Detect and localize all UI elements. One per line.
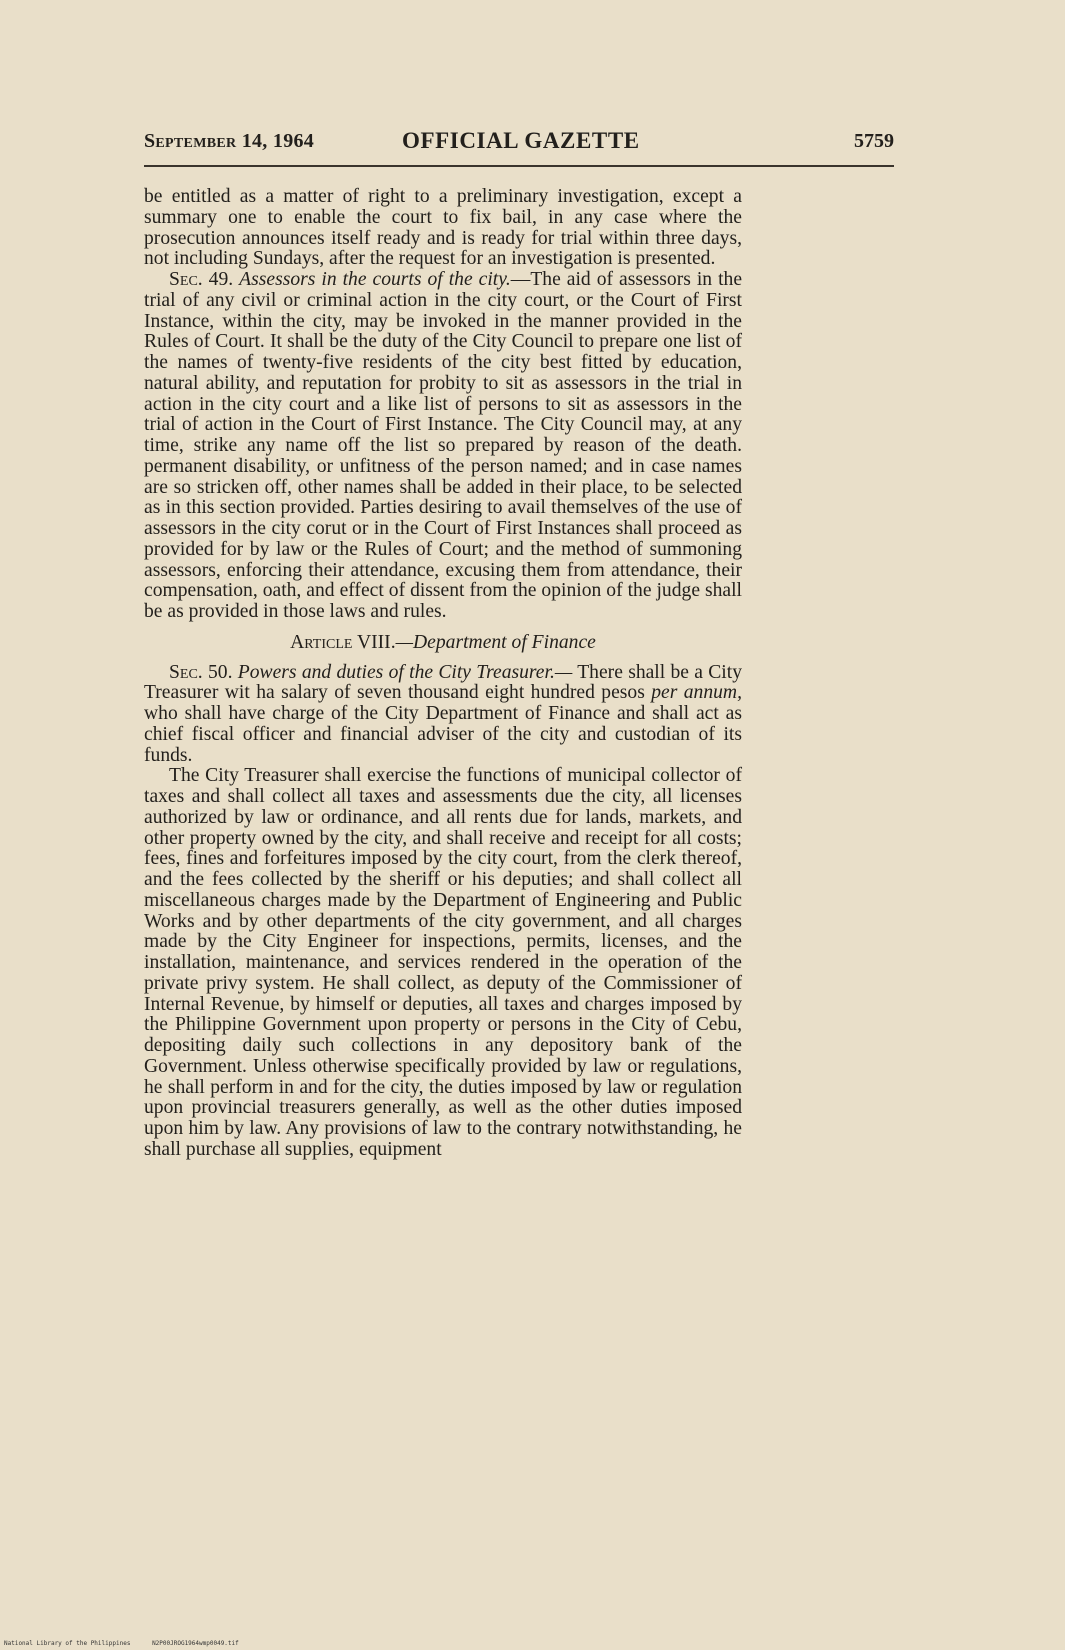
section-50 (144, 663, 742, 767)
section-49-title: Assessors in the courts of the city. (239, 269, 511, 290)
scan-footer (4, 1640, 257, 1647)
article-title: —Department of Finance (395, 631, 596, 653)
header-title: OFFICIAL GAZETTE (402, 128, 640, 153)
section-50-text-a: There shall be a City Treasurer wit ha salary of seven thousand eight hundred pesos (144, 661, 742, 704)
header-date: September 14, 1964 (144, 130, 315, 152)
header-page-number: 5759 (854, 130, 894, 152)
document-body (144, 187, 742, 1161)
paragraph-continued: be entitled as a matter of right to a preliminary investigation, except a summary one to enable the court to fix bail, in any case where the prosecution announces itself ready and is ready for trial within three days, not including Sundays, after the request for an investigation is presented. (144, 186, 742, 270)
section-50-text-b: who shall have charge of the City Department of Finance and shall act as chief fiscal officer and financial adviser of the city and custodian of its funds. (144, 703, 742, 766)
header-rule (144, 165, 894, 167)
section-50-title: Powers and duties of the City Treasurer.— (237, 661, 573, 683)
paragraph-treasurer-duties: The City Treasurer shall exercise the functions of municipal collector of taxes and shall collect all taxes and assessments due the city, all licenses authorized by law or ordinance, and all rents due for lands, markets, and other property owned by the city, and shall receive and receipt for all costs; fees, fines and forfeitures imposed by the city court, from the clerk thereof, and the fees collected by the sheriff or his deputies; and shall collect all miscellaneous charges made by the Department of Engineering and Public Works and by other departments of the city government, and all charges made by the City Engineer for inspections, permits, licenses, and the installation, maintenance, and services rendered in the operation of the private privy system. He shall collect, as deputy of the Commissioner of Internal Revenue, by himself or deputies, all taxes and charges imposed by the Philippine Government upon property or persons in the City of Cebu, depositing daily such collections in any depository bank of the Government. Unless otherwise specifically provided by law or regulations, he shall perform in and for the city, the duties imposed by law or regulation upon provincial treasurers generally, as well as the other duties imposed upon him by law. Any provisions of law to the contrary notwithstanding, he shall purchase all supplies, equipment (144, 765, 742, 1160)
footer-file: N2P00JROG1964wmp0049.tif (152, 1640, 239, 1647)
section-49-text: —The aid of assessors in the trial of any civil or criminal action in the city court, or the Court of First Instance, within the city, may be invoked in the manner provided in the Rules of Court. It shall be the duty of the City Council to prepare one list of the names of twenty-five residents of the city best fitted by education, natural ability, and reputation for probity to sit as assessors in the trial in action in the city court and a like list of persons to sit as assessors in the trial of action in the Court of First Instance. The City Council may, at any time, strike any name off the list so prepared by reason of the death. permanent disability, or unfitness of the person named; and in case names are so stricken off, other names shall be added in their place, to be selected as in this section provided. Parties desiring to avail themselves of the use of assessors in the city corut or in the Court of First Instances shall proceed as provided for by law or the Rules of Court; and the method of summoning assessors, enforcing their attendance, excusing them from attendance, their compensation, oath, and effect of dissent from the opinion of the judge shall be as provided in those laws and rules. (144, 269, 743, 622)
article-heading (144, 633, 742, 654)
section-49 (144, 270, 742, 623)
footer-source: National Library of the Philippines (4, 1640, 131, 1647)
page-header (144, 130, 894, 160)
article-label: Article VIII. (290, 631, 396, 653)
section-50-label: Sec. 50. (169, 661, 233, 683)
section-50-italic: per annum, (651, 682, 742, 704)
section-49-label: Sec. 49. (169, 269, 234, 290)
